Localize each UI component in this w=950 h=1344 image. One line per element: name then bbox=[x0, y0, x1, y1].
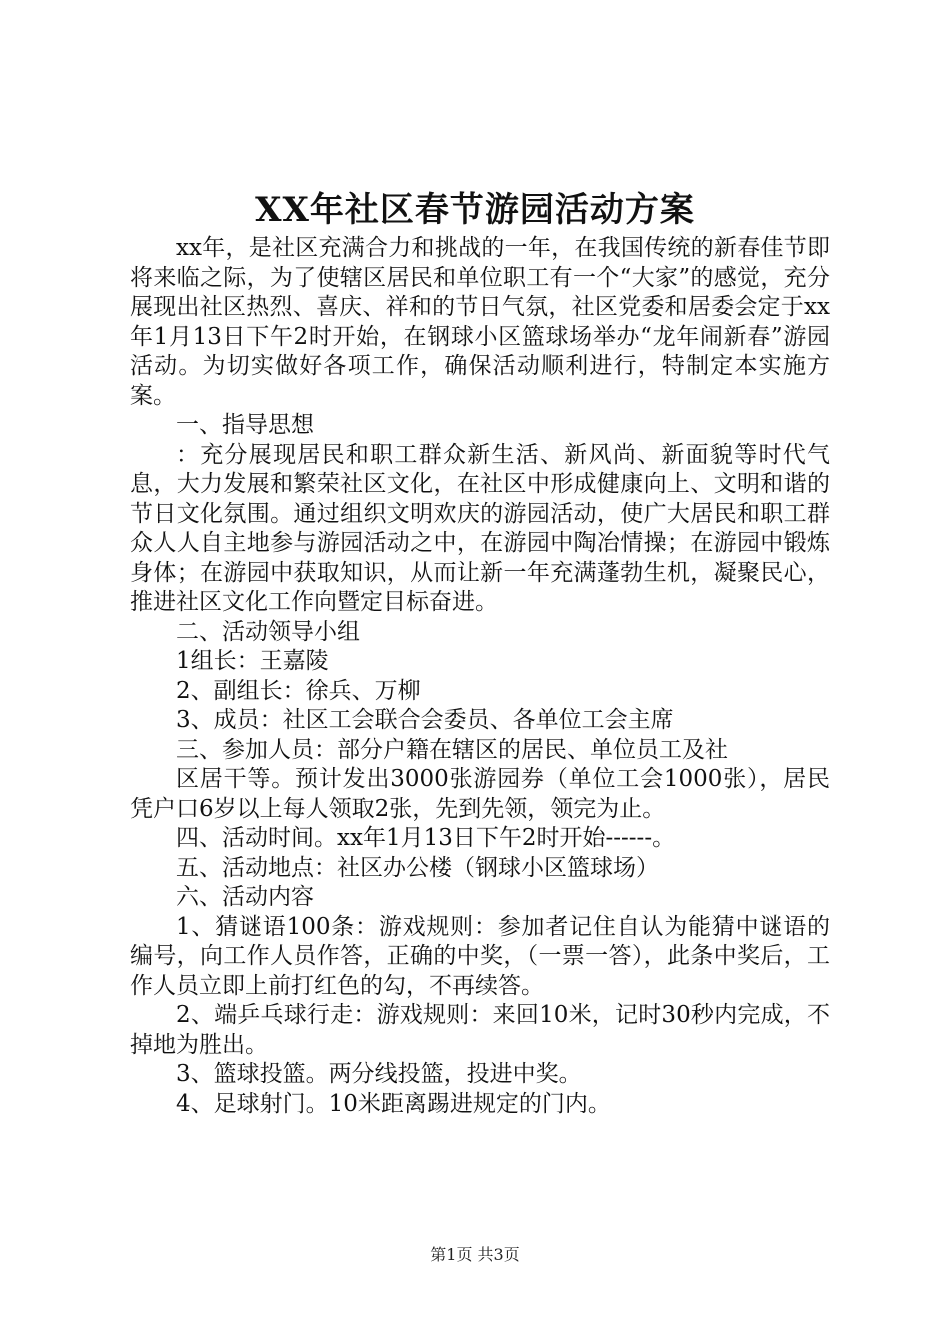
document-title: XX年社区春节游园活动方案 bbox=[255, 190, 695, 230]
paragraph-guiding-ideology: ：充分展现居民和职工群众新生活、新风尚、新面貌等时代气息，大力发展和繁荣社区文化，在社区中形成健康向上、文明和谐的节日文化氛围。通过组织文明欢庆的游园活动，使广大居民和职工群众人人自主地参与游园活动之中，在游园中陶冶情操；在游园中锻炼身体；在游园中获取知识，从而让新一年充满蓬勃生机，凝聚民心，推进社区文化工作向暨定目标奋进。 bbox=[130, 441, 830, 615]
list-item-football: 4、足球射门。10米距离踢进规定的门内。 bbox=[176, 1090, 611, 1117]
section-heading-participants: 三、参加人员：部分户籍在辖区的居民、单位员工及社 bbox=[176, 736, 728, 763]
section-activity-time: 四、活动时间。xx年1月13日下午2时开始------。 bbox=[176, 825, 676, 851]
list-item-ping-pong-walk: 2、端乒乓球行走：游戏规则：来回10米，记时30秒内完成，不掉地为胜出。 bbox=[130, 1002, 830, 1058]
page-number-footer: 第1页 共3页 bbox=[430, 1245, 520, 1264]
section-heading-guiding-ideology: 一、指导思想 bbox=[176, 412, 314, 438]
list-item-basketball: 3、篮球投篮。两分线投篮，投进中奖。 bbox=[176, 1061, 582, 1087]
list-item-group-leader: 1组长：王嘉陵 bbox=[176, 648, 329, 674]
section-heading-leadership-group: 二、活动领导小组 bbox=[176, 618, 360, 645]
paragraph-participants: 区居干等。预计发出3000张游园券（单位工会1000张），居民凭户口6岁以上每人领取2张，先到先领，领完为止。 bbox=[130, 766, 830, 822]
list-item-riddles: 1、猜谜语100条：游戏规则：参加者记住自认为能猜中谜语的编号，向工作人员作答，正确的中奖，（一票一答），此条中奖后，工作人员立即上前打红色的勾，不再续答。 bbox=[130, 913, 830, 999]
list-item-deputy-leaders: 2、副组长：徐兵、万柳 bbox=[176, 677, 421, 704]
list-item-members: 3、成员：社区工会联合会委员、各单位工会主席 bbox=[176, 707, 674, 733]
section-activity-location: 五、活动地点：社区办公楼（钢球小区篮球场） bbox=[176, 854, 659, 881]
section-heading-activity-content: 六、活动内容 bbox=[176, 884, 314, 910]
paragraph-intro: xx年，是社区充满合力和挑战的一年，在我国传统的新春佳节即将来临之际，为了使辖区居民和单位职工有一个“大家”的感觉，充分展现出社区热烈、喜庆、祥和的节日气氛，社区党委和居委会定于xx年1月13日下午2时开始，在钢球小区篮球场举办“龙年闹新春”游园活动。为切实做好各项工作，确保活动顺利进行，特制定本实施方案。 bbox=[130, 235, 830, 409]
document-body bbox=[130, 234, 830, 1119]
